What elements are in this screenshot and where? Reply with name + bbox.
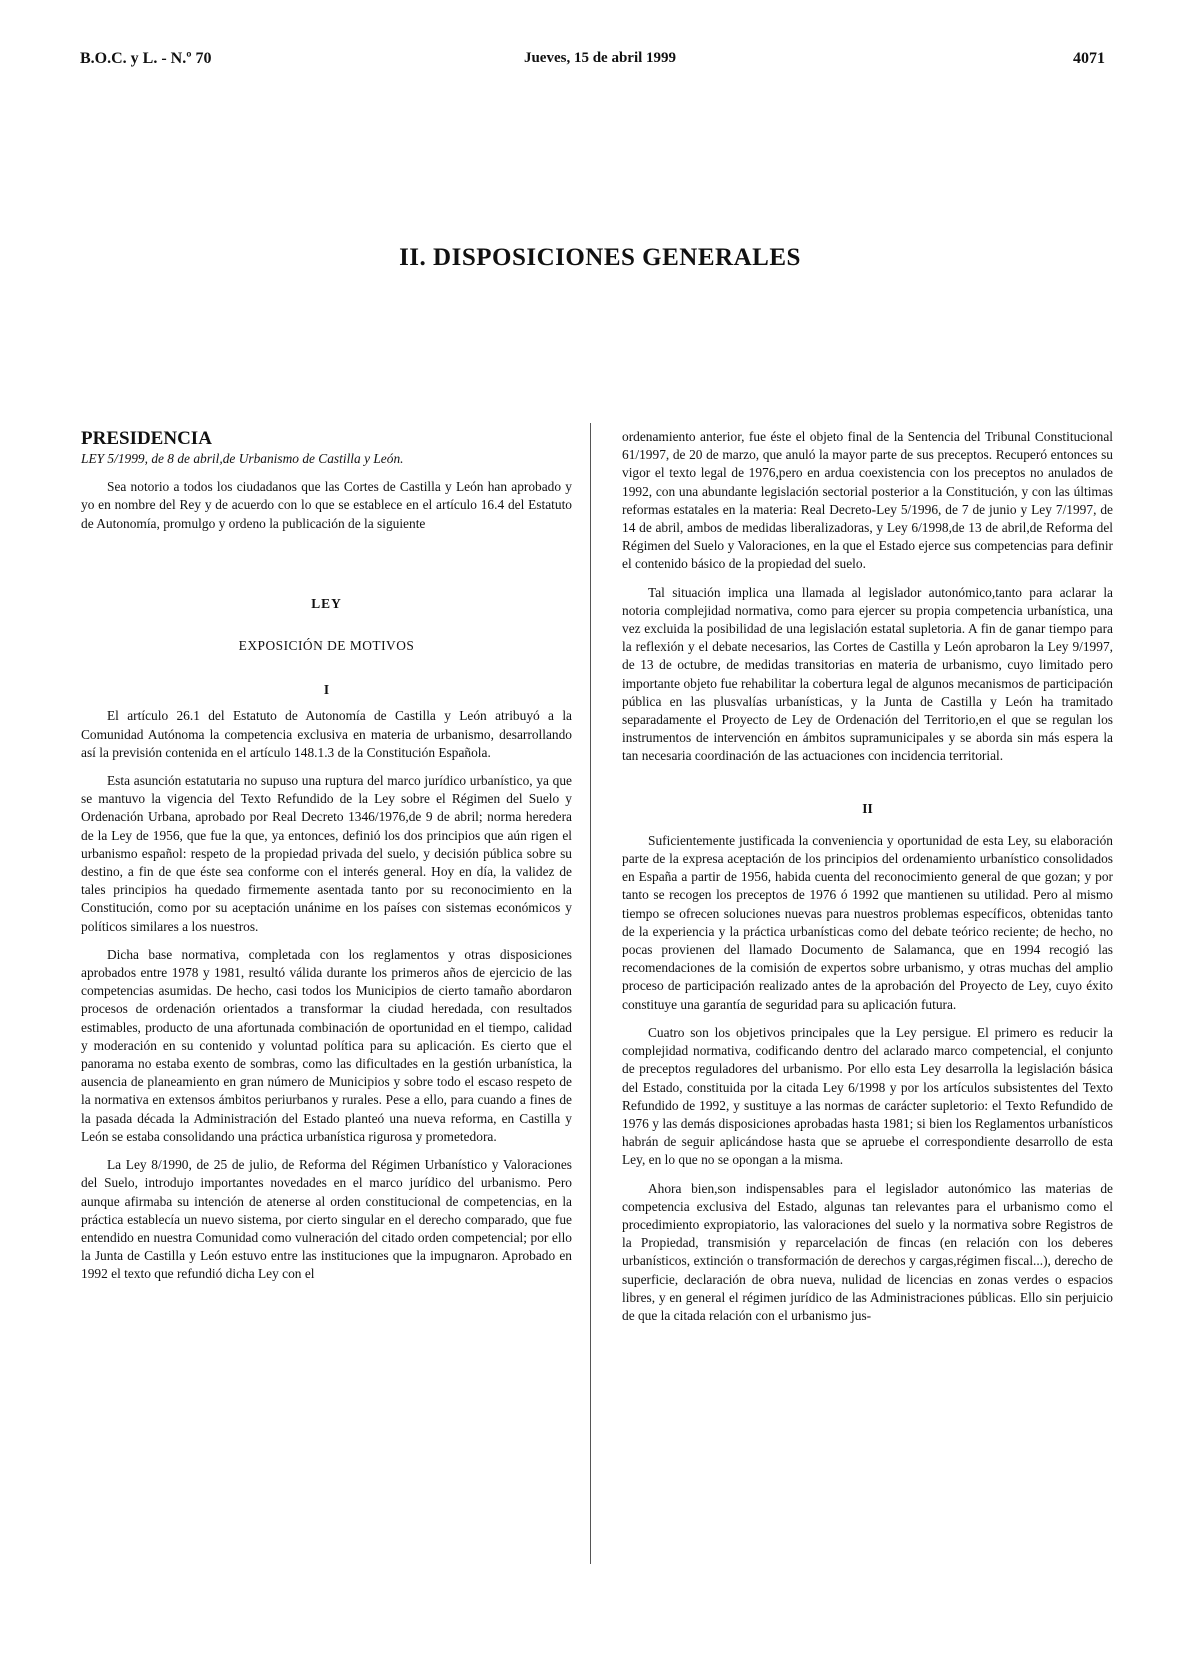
body-paragraph: Ahora bien,son indispensables para el legislador autonómico las materias de competencia exclusiva del Estado, algunas tan relevantes para el urbanismo como el procedimiento expropiatorio, las valoraciones del suelo y la normativa sobre Registros de la Propiedad, transmisión y reparcelación de fincas (en relación con los deberes urbanísticos, extinción o transformación de derechos y cargas,régimen fiscal...), derecho de superficie, declaración de obra nueva, nulidad de licencias en zonas verdes o espacios libres, y en general el régimen jurídico de las Administraciones públicas. Ello sin perjuicio de que la citada relación con el urbanismo jus- <box>622 1180 1113 1323</box>
body-paragraph: El artículo 26.1 del Estatuto de Autonomía de Castilla y León atribuyó a la Comunidad Autónoma la competencia exclusiva en materia de urbanismo, desarrollando así la previsión contenida en el artículo 148.1.3 de la Constitución Española. <box>81 708 572 760</box>
preamble-paragraph: Sea notorio a todos los ciudadanos que las Cortes de Castilla y León han aprobado y yo en nombre del Rey y de acuerdo con lo que se establece en el artículo 16.4 del Estatuto de Autonomía, promulgo y ordeno la publicación de la siguiente <box>81 479 572 531</box>
section-ii-heading: II <box>862 800 873 816</box>
bulletin-reference: B.O.C. y L. - N.º 70 <box>80 50 212 67</box>
body-paragraph: Suficientemente justificada la conveniencia y oportunidad de esta Ley, su elaboración parte de la expresa aceptación de los principios del ordenamiento urbanístico consolidados en España a partir de 1956, habida cuenta del reconocimiento general de que gozan; y por tanto se recogen los preceptos de 1976 ó 1992 que mantienen su utilidad. Pero al mismo tiempo se ofrecen soluciones nuevas para nuestros problemas específicos, obtenidas tanto de la experiencia y la práctica urbanísticas como del debate teórico reciente; de hecho, no pocas provienen del llamado Documento de Salamanca, que en 1994 recogió las recomendaciones de la comisión de expertos sobre urbanismo, y otras muchas del amplio proceso de participación realizado antes de la aprobación del Proyecto de Ley, cuyo éxito constituye una garantía de seguridad para su aplicación futura. <box>622 832 1113 1012</box>
ley-heading: LEY <box>311 595 342 611</box>
right-column <box>622 428 1113 1335</box>
law-title: LEY 5/1999, de 8 de abril,de Urbanismo de Castilla y León. <box>81 451 404 466</box>
section-title: II. DISPOSICIONES GENERALES <box>399 244 801 271</box>
body-paragraph: La Ley 8/1990, de 25 de julio, de Reforma del Régimen Urbanístico y Valoraciones del Suelo, introdujo importantes novedades en el marco jurídico del urbanismo. Pero aunque afirmaba su intención de atenerse al orden constitucional de competencias, en la práctica establecía un nuevo sistema, por cierto singular en el derecho comparado, que fue entendido en nuestra Comunidad como vulneración del citado orden competencial; por ello la Junta de Castilla y León estuvo entre las instituciones que la impugnaron. Aprobado en 1992 el texto que refundió dicha Ley con el <box>81 1157 572 1282</box>
page-number: 4071 <box>1073 50 1105 67</box>
body-paragraph: ordenamiento anterior, fue éste el objeto final de la Sentencia del Tribunal Constitucional 61/1997, de 20 de marzo, que anuló la mayor parte de sus preceptos. Recuperó entonces su vigor el texto legal de 1976,pero en ardua coexistencia con los preceptos no anulados de 1992, con una abundante legislación sectorial posterior a la Constitución, y con las últimas reformas estatales en la materia: Real Decreto-Ley 5/1996, de 7 de junio y Ley 7/1997, de 14 de abril, ambos de medidas liberalizadoras, y Ley 6/1998,de 13 de abril,de Reforma del Régimen del Suelo y Valoraciones, en la que el Estado ejerce sus competencias para definir el contenido básico de la propiedad del suelo. <box>622 429 1113 572</box>
body-paragraph: Dicha base normativa, completada con los reglamentos y otras disposiciones aprobados entre 1978 y 1981, resultó válida durante los primeros años de ejercicio de las competencias asumidas. De hecho, casi todos los Municipios de cierto tamaño abordaron procesos de ordenación orientados a transformar la ciudad heredada, con resultados estimables, producto de una afortunada combinación de oportunidad en el tiempo, calidad y moderación en su contenido y voluntad política para su aplicación. Es cierto que el panorama no estaba exento de sombras, como las dificultades en la gestión urbanística, la ausencia de planeamiento en gran número de Municipios y sobre todo el escaso respeto de la normativa en extensos ámbitos periurbanos y rurales. Pese a ello, para cuando a fines de la pasada década la Administración del Estado planteó una nueva reforma, en Castilla y León se estaba consolidando una práctica urbanística rigurosa y prometedora. <box>81 946 572 1144</box>
exposicion-heading: EXPOSICIÓN DE MOTIVOS <box>238 638 415 654</box>
column-divider <box>590 423 591 1564</box>
body-paragraph: Tal situación implica una llamada al legislador autonómico,tanto para aclarar la notoria complejidad normativa, como para ejercer su propia competencia urbanística, una vez excluida la posibilidad de una legislación estatal supletoria. A fin de ganar tiempo para la reflexión y el debate necesarios, las Cortes de Castilla y León aprobaron la Ley 9/1997, de 13 de octubre, de medidas transitorias en materia de urbanismo, cuyo limitado pero importante objeto fue rehabilitar la cobertura legal de algunos mecanismos de participación pública en las plusvalías urbanísticas, y la Junta de Castilla y León ha tramitado separadamente el Proyecto de Ley de Ordenación del Territorio,en el que se regulan los instrumentos de intervención en ámbitos supramunicipales y se aborda sin más espera la tan necesaria coordinación de las actuaciones con incidencia territorial. <box>622 584 1113 764</box>
section-i-heading: I <box>323 682 330 698</box>
publication-date: Jueves, 15 de abril 1999 <box>523 50 677 66</box>
organ-heading: PRESIDENCIA <box>81 428 212 449</box>
body-paragraph: Cuatro son los objetivos principales que la Ley persigue. El primero es reducir la complejidad normativa, codificando dentro del aclarado marco competencial, el conjunto de preceptos reguladores del urbanismo. Por ello esta Ley desarrolla la legislación básica del Estado, constituida por la citada Ley 6/1998 y por los artículos subsistentes del Texto Refundido de 1992, y sustituye a las normas de carácter supletorio: el Texto Refundido de 1976 y las demás disposiciones aprobadas hasta 1981; si bien los Reglamentos urbanísticos habrán de seguir aplicándose hasta que se apruebe el correspondiente desarrollo de esta Ley, en lo que no se opongan a la misma. <box>622 1024 1113 1168</box>
body-paragraph: Esta asunción estatutaria no supuso una ruptura del marco jurídico urbanístico, ya que se mantuvo la vigencia del Texto Refundido de la Ley sobre el Régimen del Suelo y Ordenación Urbana, aprobado por Real Decreto 1346/1976,de 9 de abril; norma heredera de la Ley de 1956, que fue la que, ya entonces, definió los dos principios que aún rigen el urbanismo español: respeto de la propiedad privada del suelo, y decisión pública sobre su destino, a fin de que éste sea conforme con el interés general. Hoy en día, la validez de tales principios ha quedado firmemente asentada tanto por su reconocimiento en la Constitución, como por su aceptación unánime en los países con sistemas económicos y políticos similares a los nuestros. <box>81 773 572 934</box>
left-column <box>81 428 572 1294</box>
